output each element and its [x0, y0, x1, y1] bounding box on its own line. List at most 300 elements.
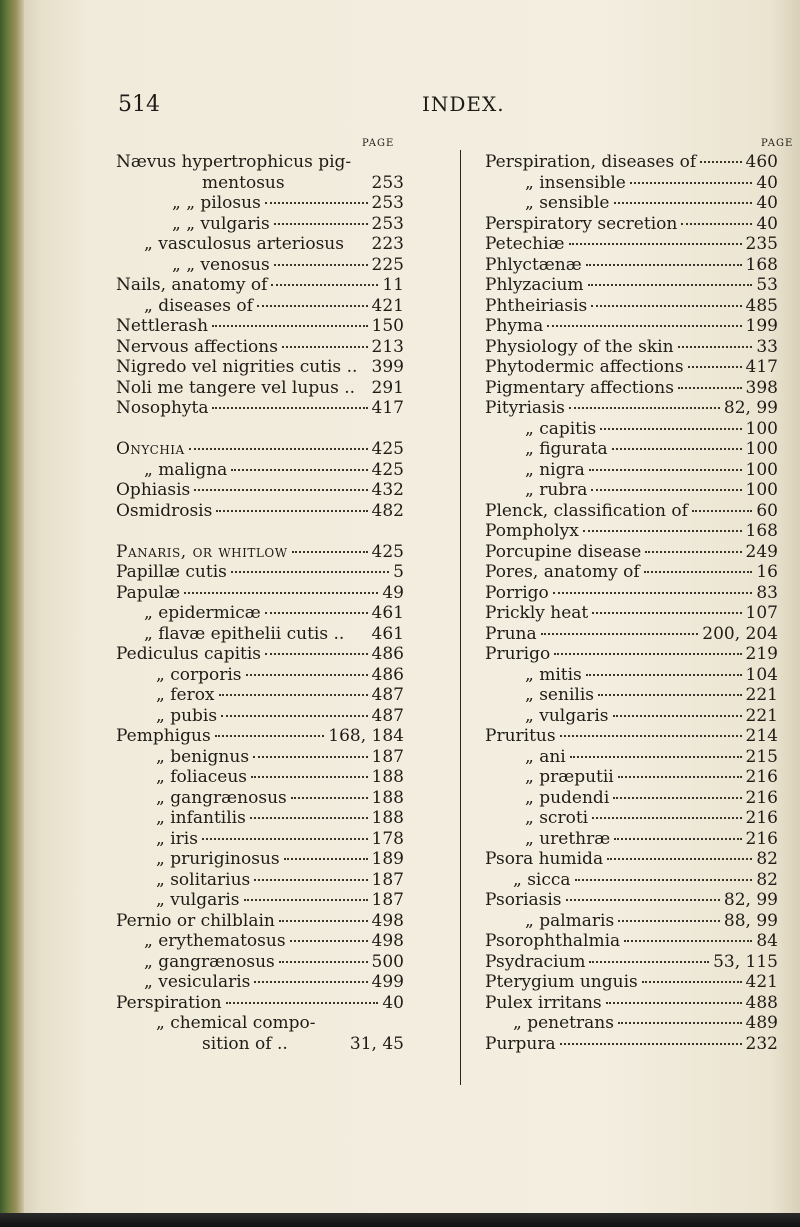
dot-leader [250, 817, 368, 819]
dot-leader [598, 694, 742, 696]
index-term: Pulex irritans [485, 992, 602, 1013]
dot-leader [591, 305, 741, 307]
index-term: „ urethræ [525, 828, 611, 849]
index-page-ref: 421 [745, 972, 778, 992]
index-page-ref: 219 [745, 644, 778, 664]
index-page-ref: 232 [745, 1033, 778, 1054]
index-page-ref: 425 [371, 459, 404, 480]
index-entry [116, 460, 404, 481]
index-entry [116, 685, 404, 706]
index-entry [116, 378, 404, 399]
dot-leader [618, 920, 720, 922]
index-entry [116, 152, 404, 173]
index-page-ref: 104 [745, 664, 778, 685]
page-header [0, 92, 800, 122]
index-term: „ sicca [513, 869, 571, 890]
index-entry [485, 726, 778, 747]
index-entry [485, 870, 778, 891]
dot-leader [257, 305, 368, 307]
index-entry [116, 542, 404, 563]
index-page-ref: 253 [371, 172, 404, 193]
dot-leader [678, 387, 742, 389]
index-term: Porcupine disease [485, 541, 642, 562]
dot-leader [700, 161, 741, 163]
dot-leader [279, 961, 368, 963]
index-page-ref: 215 [745, 746, 778, 767]
dot-leader [678, 346, 753, 348]
dot-leader [607, 858, 752, 860]
index-page-ref: 168, 184 [328, 726, 404, 746]
index-page-ref: 83 [756, 582, 778, 603]
index-page-ref: 84 [756, 931, 778, 951]
index-term: „ vasculosus arteriosus [144, 234, 344, 254]
index-page-ref: 100 [745, 418, 778, 439]
dot-leader [589, 961, 709, 963]
index-page-ref: 488 [745, 992, 778, 1013]
index-page-ref: 216 [745, 787, 778, 808]
index-term: Phlyctænæ [485, 254, 582, 275]
index-term: Perspiratory secretion [485, 213, 678, 234]
dot-leader [231, 571, 389, 573]
dot-leader [630, 182, 752, 184]
index-page-ref: 498 [371, 910, 404, 931]
index-page-ref: 291 [371, 377, 404, 398]
book-binding-edge [0, 0, 24, 1227]
index-entry [116, 583, 404, 604]
index-term: „ vulgaris [156, 890, 240, 910]
index-term: Psorophthalmia [485, 931, 621, 951]
index-page-ref: 216 [745, 767, 778, 787]
dot-leader [570, 756, 742, 758]
index-entry [485, 398, 778, 419]
index-entry [485, 1034, 778, 1055]
index-entry [485, 952, 778, 973]
index-page-ref: 188 [371, 808, 404, 828]
index-entry [116, 849, 404, 870]
index-entry [485, 993, 778, 1014]
index-page-ref: 482 [371, 500, 404, 521]
index-term: Noli me tangere vel lupus .. [116, 377, 356, 398]
index-entry [485, 788, 778, 809]
index-term: Onychia [116, 439, 185, 459]
index-entry [116, 1034, 404, 1055]
index-page-ref: 214 [745, 726, 778, 746]
dot-leader [221, 715, 367, 717]
dot-leader [589, 469, 742, 471]
index-page-ref: 189 [371, 849, 404, 869]
dot-leader [591, 489, 741, 491]
index-term: Papulæ [116, 582, 181, 603]
index-page-ref: 199 [745, 316, 778, 336]
index-page-ref: 178 [371, 828, 404, 849]
index-term: sition of .. [202, 1033, 288, 1054]
index-page-ref: 253 [371, 193, 404, 213]
index-entry [485, 706, 778, 727]
index-page-ref: 49 [382, 582, 404, 603]
dot-leader [202, 838, 368, 840]
index-term: Nigredo vel nigrities cutis .. [116, 357, 358, 377]
dot-leader [642, 981, 742, 983]
index-entry [116, 972, 404, 993]
dot-leader [614, 202, 753, 204]
index-entry [116, 234, 404, 255]
index-term: „ chemical compo- [156, 1013, 316, 1033]
index-entry [116, 296, 404, 317]
index-page-ref: 486 [371, 664, 404, 685]
index-page-ref: 40 [756, 213, 778, 234]
page-number: 514 [118, 92, 160, 117]
index-term: Phyma [485, 316, 544, 336]
dot-leader [560, 1043, 742, 1045]
index-term: „ pudendi [525, 787, 610, 808]
index-term: „ figurata [525, 439, 608, 459]
index-page-ref: 33 [756, 336, 778, 357]
index-term: Ophiasis [116, 480, 191, 500]
index-entry [116, 316, 404, 337]
index-page-ref: 188 [371, 767, 404, 787]
index-term: „ „ vulgaris [172, 213, 270, 234]
index-page-ref: 461 [371, 603, 404, 623]
index-page-ref: 487 [371, 705, 404, 726]
index-entry [116, 931, 404, 952]
dot-leader [265, 612, 368, 614]
index-entry [116, 480, 404, 501]
dot-leader [284, 858, 368, 860]
index-term: Papillæ cutis [116, 562, 227, 582]
index-page-ref: 88, 99 [723, 910, 778, 931]
index-term: „ penetrans [513, 1013, 614, 1033]
index-term: Nettlerash [116, 316, 209, 336]
index-term: Osmidrosis [116, 500, 213, 521]
index-page-ref: 107 [745, 603, 778, 623]
index-entry [116, 214, 404, 235]
dot-leader [216, 510, 367, 512]
index-term: Perspiration [116, 992, 222, 1013]
index-term: „ solitarius [156, 869, 251, 890]
index-term: Nævus hypertrophicus pig- [116, 152, 352, 172]
right-index-column [485, 152, 778, 1054]
index-term: „ pubis [156, 705, 218, 726]
index-page-ref: 82, 99 [723, 398, 778, 418]
index-term: „ nigra [525, 459, 585, 480]
dot-leader [644, 571, 753, 573]
index-entry [116, 665, 404, 686]
index-term: Psydracium [485, 951, 586, 972]
index-page-ref: 53 [756, 275, 778, 295]
index-term: „ iris [156, 828, 198, 849]
index-entry [116, 357, 404, 378]
index-entry [485, 562, 778, 583]
index-term: „ gangrænosus [156, 787, 287, 808]
dot-leader [194, 489, 367, 491]
index-entry [116, 706, 404, 727]
index-term: Pemphigus [116, 726, 211, 746]
dot-leader [586, 674, 742, 676]
index-entry [116, 767, 404, 788]
dot-leader [600, 428, 741, 430]
index-page-ref: 40 [756, 172, 778, 193]
dot-leader [231, 469, 367, 471]
index-entry [485, 1013, 778, 1034]
index-page-ref: 487 [371, 685, 404, 705]
index-term: Perspiration, diseases of [485, 152, 697, 172]
index-entry [485, 152, 778, 173]
index-page-ref: 425 [371, 541, 404, 562]
index-term: „ „ pilosus [172, 193, 261, 213]
index-term: „ insensible [525, 172, 626, 193]
index-entry [116, 1013, 404, 1034]
index-term: „ palmaris [525, 910, 615, 931]
index-page-ref: 213 [371, 336, 404, 357]
dot-leader [592, 612, 741, 614]
index-term: Pruritus [485, 726, 556, 746]
index-entry [485, 829, 778, 850]
dot-leader [692, 510, 752, 512]
dot-leader [279, 920, 368, 922]
index-entry [485, 501, 778, 522]
index-page-ref: 398 [745, 377, 778, 398]
dot-leader [575, 879, 753, 881]
index-term: „ „ venosus [172, 254, 270, 275]
index-entry [485, 808, 778, 829]
index-page-ref: 187 [371, 890, 404, 910]
running-head: INDEX. [422, 92, 505, 116]
index-page-ref: 200, 204 [702, 623, 778, 644]
index-entry [116, 870, 404, 891]
index-entry [116, 993, 404, 1014]
index-page-ref: 168 [745, 254, 778, 275]
index-term: Nosophyta [116, 398, 209, 418]
index-entry [485, 357, 778, 378]
index-entry [485, 644, 778, 665]
index-term: Pterygium unguis [485, 972, 638, 992]
index-entry [485, 439, 778, 460]
index-term: Panaris, or whitlow [116, 541, 288, 562]
index-term: „ ferox [156, 685, 215, 705]
dot-leader [246, 674, 368, 676]
index-entry [116, 173, 404, 194]
index-entry [485, 337, 778, 358]
dot-leader [569, 243, 742, 245]
index-entry [485, 747, 778, 768]
index-term: „ senilis [525, 685, 594, 705]
index-page-ref: 100 [745, 439, 778, 459]
index-entry [485, 419, 778, 440]
index-entry [485, 460, 778, 481]
index-entry [485, 234, 778, 255]
index-entry [485, 173, 778, 194]
index-page-ref: 417 [371, 398, 404, 418]
index-term: „ vulgaris [525, 705, 609, 726]
dot-leader [606, 1002, 742, 1004]
dot-leader [624, 940, 752, 942]
index-term: „ capitis [525, 418, 597, 439]
dot-leader [251, 776, 368, 778]
index-term: Purpura [485, 1033, 556, 1054]
index-entry [116, 603, 404, 624]
index-term: Petechiæ [485, 234, 565, 254]
index-page-ref: 461 [371, 623, 404, 644]
dot-leader [215, 735, 325, 737]
dot-leader [265, 653, 368, 655]
index-entry [485, 193, 778, 214]
index-page-ref: 425 [371, 439, 404, 459]
index-page-ref: 168 [745, 521, 778, 541]
index-page-ref: 82 [756, 849, 778, 869]
dot-leader [613, 715, 742, 717]
index-entry [485, 911, 778, 932]
index-page-ref: 100 [745, 459, 778, 480]
index-term: „ sensible [525, 193, 610, 213]
index-term: Plenck, classification of [485, 500, 688, 521]
index-page-ref: 100 [745, 480, 778, 500]
index-entry [116, 562, 404, 583]
index-page-ref: 40 [756, 193, 778, 213]
index-page-ref: 499 [371, 972, 404, 992]
index-page-ref: 235 [745, 234, 778, 254]
index-page-ref: 460 [745, 152, 778, 172]
index-page-ref: 417 [745, 357, 778, 377]
index-term: „ erythematosus [144, 931, 286, 951]
index-term: Phlyzacium [485, 275, 584, 295]
index-page-ref: 221 [745, 705, 778, 726]
index-page-ref: 187 [371, 869, 404, 890]
index-term: „ corporis [156, 664, 242, 685]
index-entry [485, 316, 778, 337]
index-entry [116, 829, 404, 850]
dot-leader [212, 325, 368, 327]
index-entry [116, 624, 404, 645]
dot-leader [614, 838, 741, 840]
index-page-ref: 421 [371, 295, 404, 316]
index-page-ref: 432 [371, 480, 404, 500]
index-page-ref: 485 [745, 295, 778, 316]
dot-leader [688, 366, 742, 368]
index-page-ref: 150 [371, 316, 404, 336]
dot-leader [226, 1002, 379, 1004]
index-page-ref: 486 [371, 644, 404, 664]
index-entry [485, 972, 778, 993]
dot-leader [586, 264, 742, 266]
index-entry [485, 931, 778, 952]
index-entry [485, 378, 778, 399]
index-entry [116, 255, 404, 276]
index-page-ref: 187 [371, 746, 404, 767]
index-entry [485, 665, 778, 686]
index-entry [485, 767, 778, 788]
index-term: Nails, anatomy of [116, 275, 268, 295]
index-page-ref: 188 [371, 787, 404, 808]
index-term: mentosus [202, 172, 285, 193]
index-entry [485, 296, 778, 317]
index-page-ref: 253 [371, 213, 404, 234]
index-entry [116, 726, 404, 747]
dot-leader [560, 735, 742, 737]
index-term: „ pruriginosus [156, 849, 280, 869]
dot-leader [541, 633, 699, 635]
dot-leader [265, 202, 368, 204]
dot-leader [254, 981, 367, 983]
index-term: „ benignus [156, 746, 250, 767]
index-entry [116, 952, 404, 973]
index-page-ref: 60 [756, 500, 778, 521]
index-term: „ rubra [525, 480, 588, 500]
index-term: Prickly heat [485, 603, 589, 623]
index-page-ref: 31, 45 [349, 1033, 404, 1054]
left-index-column [116, 152, 404, 1054]
dot-leader [282, 346, 368, 348]
index-entry [485, 255, 778, 276]
index-term: Psora humida [485, 849, 604, 869]
index-entry [485, 275, 778, 296]
dot-leader [212, 407, 367, 409]
index-entry [485, 603, 778, 624]
index-term: Pityriasis [485, 398, 565, 418]
index-term: Pruna [485, 623, 537, 644]
dot-leader [612, 448, 742, 450]
index-page-ref: 216 [745, 808, 778, 828]
dot-leader [274, 264, 368, 266]
index-term: Pompholyx [485, 521, 579, 541]
index-page-ref: 5 [393, 562, 404, 582]
index-term: Pernio or chilblain [116, 910, 275, 931]
index-term: „ flavæ epithelii cutis .. [144, 623, 345, 644]
dot-leader [645, 551, 741, 553]
index-entry [485, 214, 778, 235]
index-entry [485, 542, 778, 563]
dot-leader [553, 592, 753, 594]
index-entry [116, 808, 404, 829]
index-term: „ scroti [525, 808, 589, 828]
index-page-ref: 40 [382, 992, 404, 1013]
dot-leader [271, 284, 378, 286]
index-page-ref: 489 [745, 1013, 778, 1033]
index-entry [116, 911, 404, 932]
index-term: Phtheiriasis [485, 295, 588, 316]
dot-leader [253, 756, 368, 758]
index-entry [485, 583, 778, 604]
dot-leader [184, 592, 378, 594]
dot-leader [547, 325, 741, 327]
index-term: „ diseases of [144, 295, 253, 316]
index-term: „ foliaceus [156, 767, 248, 787]
index-term: „ præputii [525, 767, 614, 787]
dot-leader [588, 284, 753, 286]
index-term: Prurigo [485, 644, 551, 664]
left-column-page-label: PAGE [362, 138, 395, 149]
index-term: Porrigo [485, 582, 549, 603]
index-page-ref: 223 [371, 234, 404, 254]
dot-leader [254, 879, 367, 881]
dot-leader [681, 223, 752, 225]
index-term: „ gangrænosus [144, 951, 275, 972]
index-page-ref: 11 [382, 275, 404, 295]
dot-leader [566, 899, 720, 901]
index-entry [116, 747, 404, 768]
index-entry [485, 521, 778, 542]
index-page-ref: 53, 115 [713, 951, 778, 972]
dot-leader [618, 1022, 742, 1024]
dot-leader [569, 407, 720, 409]
index-page-ref: 225 [371, 254, 404, 275]
index-entry [485, 890, 778, 911]
dot-leader [618, 776, 742, 778]
index-term: Pores, anatomy of [485, 562, 640, 582]
index-term: „ epidermicæ [144, 603, 261, 623]
index-term: Phytodermic affections [485, 357, 684, 377]
index-entry [116, 193, 404, 214]
index-term: „ maligna [144, 459, 228, 480]
